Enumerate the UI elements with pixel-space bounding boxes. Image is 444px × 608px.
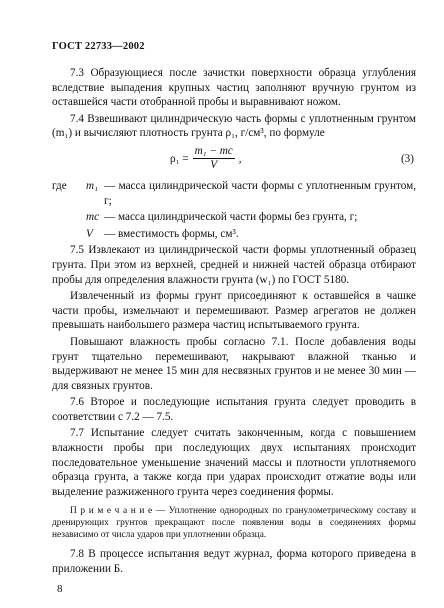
paragraph-moisture: Повышают влажность пробы согласно 7.1. После добавления воды грунт тщательно перемешивают, накрывают влажной тканью и выдерживают не менее 15 мин для несвязных грунтов и не менее 30 мин — для связных грунтов. — [52, 335, 416, 392]
paragraph-7-6: 7.6 Второе и последующие испытания грунта следует проводить в соответствии с 7.2 — 7.5. — [52, 396, 416, 423]
formula-expression — [170, 145, 242, 172]
where-label: где — [52, 179, 67, 192]
formula-lhs: ρ₁ = — [170, 152, 189, 165]
note-block: П р и м е ч а н и е — Уплотнение однородных по гранулометрическому составу и дренирующих грунтов прекращают после появления воды в соединениях формы независимо от числа ударов при уплотнении образца. — [52, 506, 416, 541]
where-symbol: mc — [86, 211, 100, 224]
paragraph-7-4: 7.4 Взвешивают цилиндрическую часть формы с уплотненным грунтом (m₁) и вычисляют плотность грунта ρ₁, г/см³, по формуле — [52, 112, 416, 140]
formula-tail: , — [238, 152, 242, 165]
where-row-3 — [52, 227, 416, 242]
formula-number: (3) — [400, 152, 414, 165]
paragraph-7-5: 7.5 Извлекают из цилиндрической части формы уплотненный образец грунта. При этом из верхней, средней и нижней частей образца отбирают пробы для определения влажности грунта (w₁) по ГОСТ 5180. — [52, 244, 416, 286]
where-row-2 — [52, 210, 416, 225]
paragraph-7-7: 7.7 Испытание следует считать законченным, когда с повышением влажности пробы при последующих двух испытаниях происходит последовательное уменьшение значений массы и плотности уплотняемого образца грунта, а также когда при ударах происходит отжатие воды или выделение разжиженного грунта через соединения формы. — [52, 427, 416, 498]
document-body — [52, 66, 416, 579]
page-number: 8 — [57, 583, 63, 595]
formula-fraction — [193, 145, 235, 172]
where-row-1 — [52, 179, 416, 208]
where-definition: — масса цилиндрической части формы без грунта, г; — [104, 211, 358, 224]
where-definition: — масса цилиндрической части формы с уплотненным грунтом, г; — [104, 179, 416, 207]
where-symbol: m₁ — [86, 179, 98, 192]
formula-denominator: V — [210, 159, 218, 172]
paragraph-7-8: 7.8 В процессе испытания ведут журнал, форма которого приведена в приложении Б. — [52, 548, 416, 576]
paragraph-7-3: 7.3 Образующиеся после зачистки поверхности образца углубления вследствие выпадения крупных частиц заполняют вручную грунтом из оставшейся части отобранной пробы и выравнивают ножом. — [52, 67, 416, 109]
formula-numerator: m₁ − mc — [194, 145, 233, 158]
where-definition: — вместимость формы, см³. — [104, 227, 239, 240]
formula-3 — [52, 145, 416, 173]
document-header: ГОСТ 22733—2002 — [52, 41, 145, 52]
paragraph-mixing: Извлеченный из формы грунт присоединяют к оставшейся в чашке части пробы, измельчают и перемешивают. Размер агрегатов не должен превышать наибольшего размера частиц испытываемого грунта. — [52, 290, 416, 332]
where-symbol: V — [86, 227, 93, 240]
